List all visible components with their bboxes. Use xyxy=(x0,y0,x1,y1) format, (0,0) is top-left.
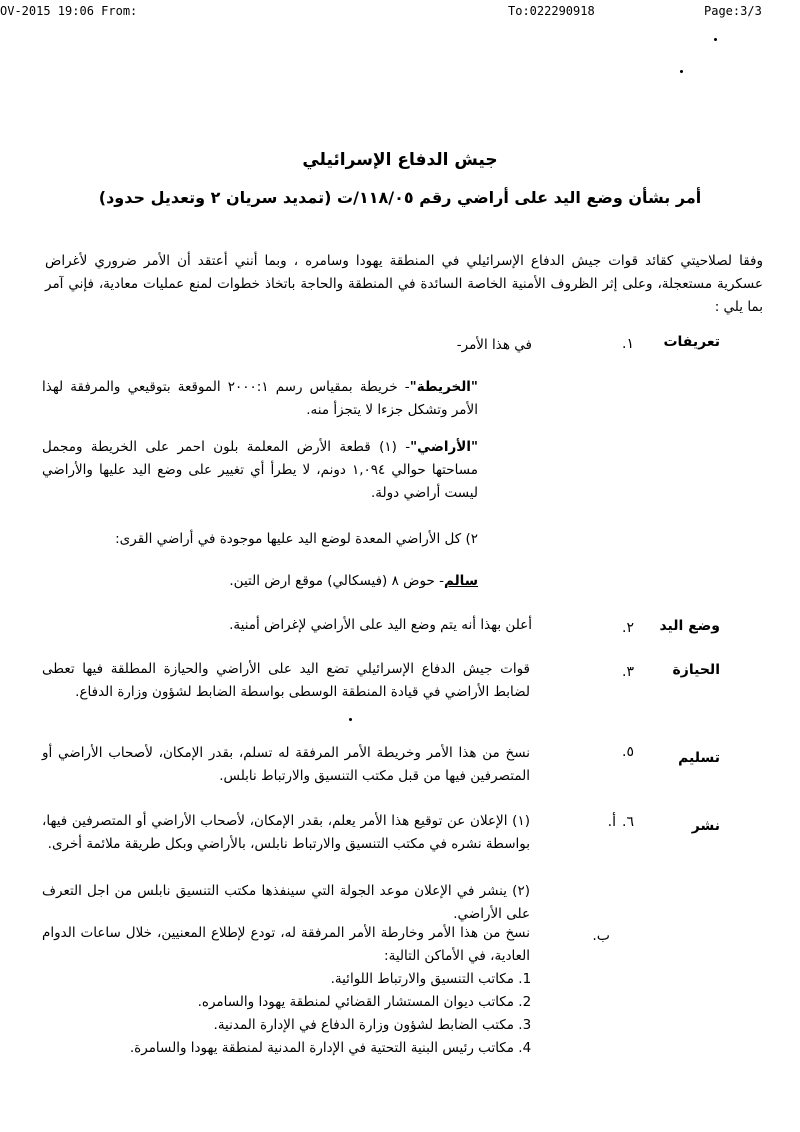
publication-a1: (١) الإعلان عن توقيع هذا الأمر يعلم، بقدر الإمكان، لأصحاب الأراضي أو المتصرفين فيها، بواسطة نشره في مكتب التنسيق والارتباط نابلس، بالأراضي وبكل طريقة ملائمة أخرى. xyxy=(42,813,530,852)
subsection-marker-a: أ. xyxy=(607,814,616,830)
speck-mark xyxy=(349,718,352,721)
village-name: سالم xyxy=(443,573,478,589)
section-label-possession: الحيازة xyxy=(672,662,720,678)
publication-b-text: نسخ من هذا الأمر وخارطة الأمر المرفقة له، تودع لإطلاع المعنيين، خلال ساعات الدوام العادية، في الأماكن التالية: xyxy=(42,925,530,964)
section-label-seizure: وضع اليد xyxy=(659,618,720,634)
delivery-text: نسخ من هذا الأمر وخريطة الأمر المرفقة له تسلم، بقدر الإمكان، لأصحاب الأراضي أو المتصرفين فيها من قبل مكتب التنسيق والارتباط نابلس. xyxy=(42,745,530,784)
definitions-intro: في هذا الأمر- xyxy=(456,337,532,353)
definition-map-text: - خريطة بمقياس رسم ٢٠٠٠:١ الموقعة بتوقيعي والمرفقة لهذا الأمر وتشكل جزءا لا يتجزأ منه. xyxy=(42,379,478,418)
definition-lands-text: - (١) قطعة الأرض المعلمة بلون احمر على الخريطة ومجمل مساحتها حوالي ١,٠٩٤ دونم، لا يطرأ أي تغيير على وضع اليد عليها والأراضي ليست أراضي دولة. xyxy=(42,439,478,501)
list-item: 1. مكاتب التنسيق والارتباط اللوائية. xyxy=(42,968,514,991)
document-title: أمر بشأن وضع اليد على أراضي رقم ١١٨/٠٥/ت (تمديد سريان ٢ وتعديل حدود) xyxy=(98,188,702,207)
fax-header-left: OV-2015 19:06 From: xyxy=(0,4,138,18)
definition-lands xyxy=(42,436,478,505)
list-item: 3. مكتب الضابط لشؤون وزارة الدفاع في الإدارة المدنية. xyxy=(42,1014,514,1037)
definition-lands-term: "الأراضي" xyxy=(410,439,478,455)
section-number-3: ٣. xyxy=(622,664,634,680)
section-label-delivery: تسليم xyxy=(678,750,720,766)
publication-a2: (٢) ينشر في الإعلان موعد الجولة التي سينفذها مكتب التنسيق نابلس من اجل التعرف على الأراضي. xyxy=(42,883,530,922)
list-item: 2. مكاتب ديوان المستشار القضائي لمنطقة يهودا والسامره. xyxy=(42,991,514,1014)
definition-lands-villages: ٢) كل الأراضي المعدة لوضع اليد عليها موجودة في أراضي القرى: xyxy=(115,531,478,547)
list-item: 4. مكاتب رئيس البنية التحتية في الإدارة المدنية لمنطقة يهودا والسامرة. xyxy=(42,1037,514,1060)
section-label-definitions: تعريفات xyxy=(663,334,720,350)
section-number-5: ٥. xyxy=(622,744,634,760)
fax-header-recipient: To:022290918 xyxy=(508,4,595,18)
definition-map-term: "الخريطة" xyxy=(409,379,478,395)
village-description: - حوض ٨ (فيسكالي) موقع ارض التين. xyxy=(229,573,444,589)
subsection-marker-b: ب. xyxy=(592,928,610,944)
definition-map xyxy=(42,376,478,422)
section-number-6: ٦. xyxy=(622,814,634,830)
possession-text: قوات جيش الدفاع الإسرائيلي تضع اليد على الأراضي والحيازة المطلقة فيها تعطى لضابط الأراضي في قيادة المنطقة الوسطى بواسطة الضابط لشؤون وزارة الدفاع. xyxy=(42,661,530,700)
fax-header-page: Page:3/3 xyxy=(704,4,762,18)
definition-village xyxy=(229,570,478,593)
speck-mark xyxy=(680,70,683,73)
speck-mark xyxy=(714,38,717,41)
section-number-1: ١. xyxy=(622,336,634,352)
section-label-publication: نشر xyxy=(691,818,720,834)
section-number-2: ٢. xyxy=(622,620,634,636)
publication-locations xyxy=(42,968,530,1060)
intro-paragraph: وفقا لصلاحيتي كقائد قوات جيش الدفاع الإسرائيلي في المنطقة يهودا وسامره ، وبما أنني أعتقد أن الأمر ضروري لأغراض عسكرية مستعجلة، وعلى إثر الظروف الأمنية الخاصة السائدة في المنطقة والحاجة باتخاذ خطوات لمنع عمليات معادية، فإني آمر بما يلي : xyxy=(45,253,763,315)
document-organization: جيش الدفاع الإسرائيلي xyxy=(302,150,498,170)
seizure-text: أعلن بهذا أنه يتم وضع اليد على الأراضي لإغراض أمنية. xyxy=(229,617,532,633)
